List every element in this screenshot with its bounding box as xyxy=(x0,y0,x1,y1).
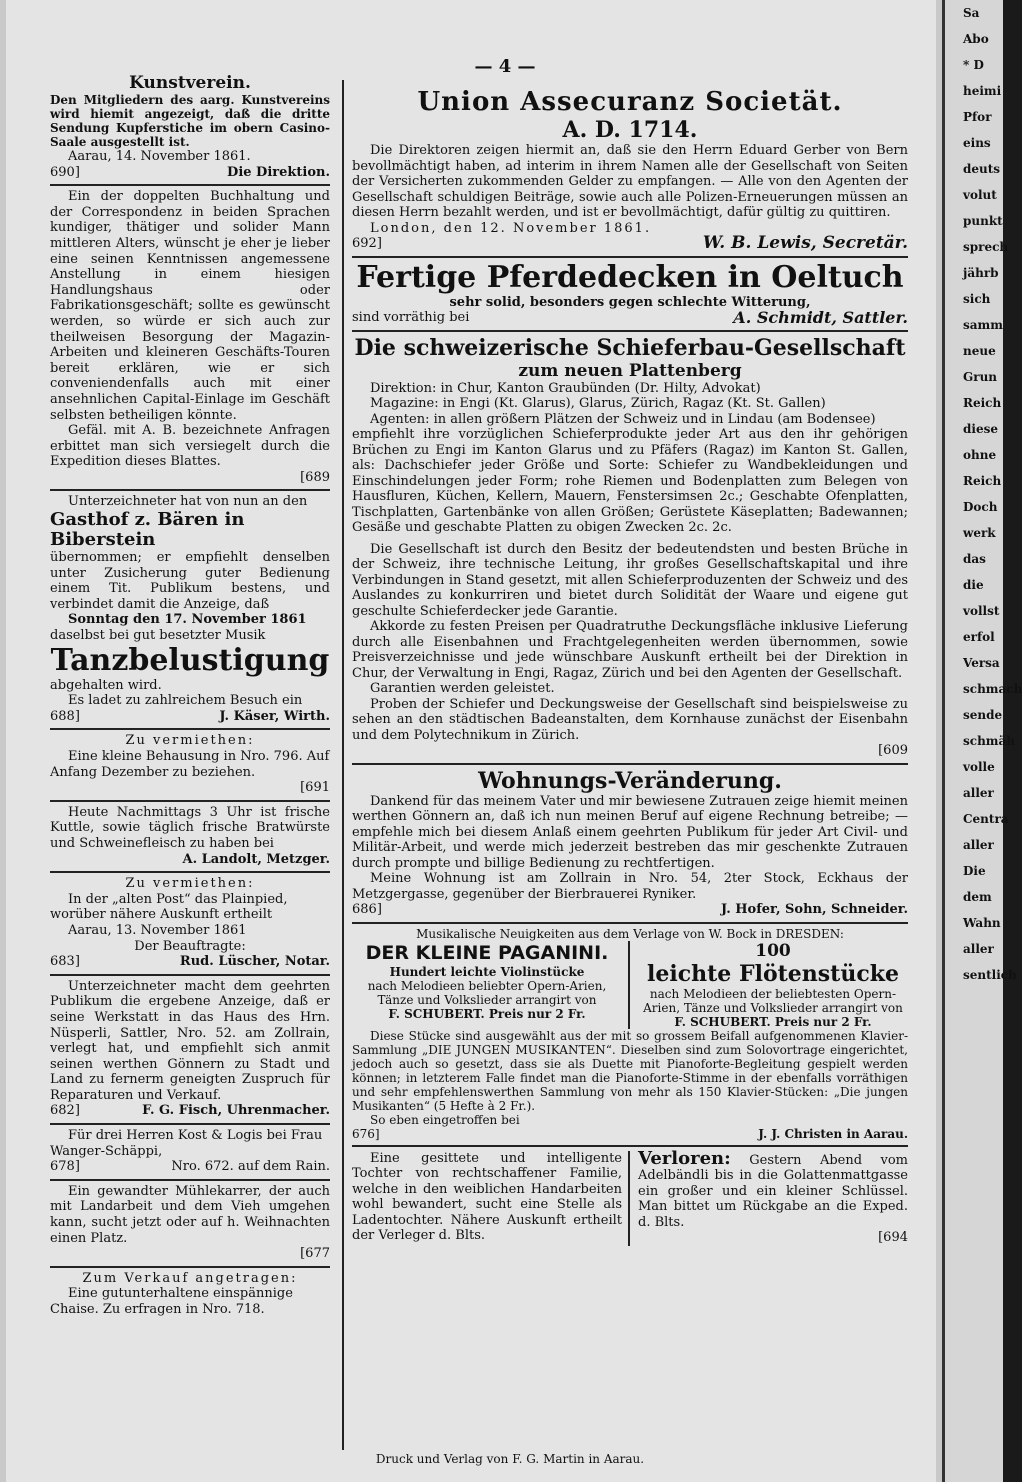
next-page-fragment: volut xyxy=(963,188,997,202)
ad-stellengesuch xyxy=(50,186,330,491)
ad-bottom-row xyxy=(352,1147,908,1246)
next-page-fragments xyxy=(945,0,1022,988)
ad-signature: W. B. Lewis, Secretär. xyxy=(702,233,908,253)
ad-number: [677 xyxy=(300,1246,330,1262)
ad-paragraph-4: Garantien werden geleistet. xyxy=(370,681,555,696)
next-page-fragment: neue xyxy=(963,344,996,358)
ad-body-2: Gefäl. mit A. B. bezeichnete Anfragen erbittet man sich versiegelt durch die Expedition dieses Blattes. xyxy=(50,423,330,470)
ad-muehlekarrer xyxy=(50,1181,330,1268)
next-page-fragment: ohne xyxy=(963,448,997,462)
ad-stock: sind vorräthig bei xyxy=(352,310,470,325)
ad-head: Musikalische Neuigkeiten aus dem Verlage von W. Bock in DRESDEN: xyxy=(416,926,844,941)
ad-signature: J. Hofer, Sohn, Schneider. xyxy=(721,902,908,917)
ad-signature: A. Landolt, Metzger. xyxy=(182,851,330,867)
next-page-fragment: werk xyxy=(963,526,996,540)
ad-title: Zu vermiethen: xyxy=(125,876,255,892)
ad-title: Fertige Pferdedecken in Oeltuch xyxy=(356,259,904,295)
ad-body: Für drei Herren Kost & Logis bei Frau Wanger-Schäppi, xyxy=(50,1128,323,1159)
ad-number: [689 xyxy=(300,469,330,485)
ad-magazine: Magazine: in Engi (Kt. Glarus), Glarus, Zürich, Ragaz (Kt. St. Gallen) xyxy=(370,396,826,411)
paganini-subtitle: Hundert leichte Violinstücke xyxy=(389,964,585,979)
column-divider xyxy=(342,80,344,1450)
ad-paganini xyxy=(352,941,630,1029)
ad-wohnung xyxy=(352,765,908,924)
next-page-fragment: Centra xyxy=(963,812,1009,826)
ad-role: Der Beauftragte: xyxy=(134,938,246,954)
next-page-fragment: heimi xyxy=(963,84,1002,98)
ad-paragraph-2: Die Gesellschaft ist durch den Besitz der bedeutendsten und besten Brüche in der Schweiz, ihre technische Leitung, ihr großes Gesellschaftskapital und ihre Verbindungen in Stand gesetzt, mit allen Schieferproduzenten der Schweiz und des Auslandes zu konkurriren und bietet durch Solidität der Waare und eigene gut geschulte Schieferdecker jede Garantie. xyxy=(352,541,908,619)
next-page-fragment: * D xyxy=(963,58,984,72)
next-page-fragment: Abo xyxy=(963,32,989,46)
ad-body: In der „alten Post“ das Plainpied, worüber nähere Auskunft ertheilt xyxy=(50,891,288,923)
next-page-fragment: aller xyxy=(963,786,994,800)
ad-paragraph-3: Akkorde zu festen Preisen per Quadratruthe Deckungsfläche inklusive Lieferung durch alle Eisenbahnen und Frachtgelegenheiten werden übernommen, sowie Preisverzeichnisse und jede wünschbare Auskunft ertheilt bei der Direktion in Chur, der Verwaltung in Engi, Ragaz, Zürich und bei den Agenten der Gesellschaft. xyxy=(352,619,908,681)
next-page-fragment: Reich xyxy=(963,396,1002,410)
next-page-fragment: dem xyxy=(963,890,992,904)
ad-body: Ein gewandter Mühlekarrer, der auch mit Landarbeit und dem Vieh umgehen kann, sucht jetzt oder auf h. Weihnachten einen Platz. xyxy=(50,1183,330,1246)
ad-body: Gestern Abend vom Adelbändli bis in die Golattenmattgasse ein großer und ein kleiner Schlüssel. Man bittet um Rückgabe an die Exped. d. Blts. xyxy=(638,1152,908,1230)
next-page-fragment: jährb xyxy=(963,266,999,280)
ad-title: Die schweizerische Schieferbau-Gesellschaft xyxy=(354,334,906,361)
ad-vermiethen-1 xyxy=(50,730,330,801)
ad-kunstverein xyxy=(50,70,330,186)
next-page-fragment: Die xyxy=(963,864,986,878)
ad-tochter xyxy=(352,1151,630,1246)
floete-body: nach Melodieen der beliebtesten Opern-Arien, Tänze und Volkslieder arrangirt von xyxy=(643,986,903,1015)
next-page-fragment: sich xyxy=(963,292,991,306)
ad-body: Unterzeichneter macht dem geehrten Publikum die ergebene Anzeige, daß er seine Werkstatt in das Haus des Hrn. Nüsperli, Sattler, Nro. 52. am Zollrain, verlegt hat, und empfiehlt sich anmit seinen werthen Gönnern zu Stadt und Land zu fernerm geneigten Zuspruch für Reparaturen und Verkauf. xyxy=(50,978,330,1103)
next-page-fragment: Versa xyxy=(963,656,1000,670)
ad-signature: A. Schmidt, Sattler. xyxy=(733,308,908,327)
page-number: — 4 — xyxy=(474,56,536,77)
ad-body: Diese Stücke sind ausgewählt aus der mit so grossem Beifall aufgenommenen Klavier-Sammlung „DIE JUNGEN MUSIKANTEN“. Dieselben sind zum Solovortrage eingerichtet, jedoch auch so gesetzt, dass sie als Duette mit Pianoforte-Begleitung gespielt werden können; in letzterem Falle findet man die Pianoforte-Stimme in der ebenfalls vorräthigen und sehr empfehlenswerthen Sammlung von mehr als 150 Klavier-Stücken: „Die jungen Musikanten“ (5 Hefte à 2 Fr.). xyxy=(352,1028,908,1113)
next-page-fragment: Doch xyxy=(963,500,998,514)
ad-arrived: So eben eingetroffen bei xyxy=(370,1112,520,1127)
ad-title: Zum Verkauf angetragen: xyxy=(82,1270,298,1286)
next-page-fragment: eins xyxy=(963,136,991,150)
next-page-fragment: sprech xyxy=(963,240,1009,254)
ad-intro: Unterzeichneter hat von nun an den xyxy=(68,494,308,510)
paganini-body: nach Melodieen beliebter Opern-Arien, Tänze und Volkslieder arrangirt von xyxy=(367,978,607,1007)
ad-name: Gasthof z. Bären in Biberstein xyxy=(50,509,245,551)
ad-pferdedecken xyxy=(352,258,908,332)
ad-signature: Rud. Lüscher, Notar. xyxy=(179,954,330,970)
next-page-fragment: samm xyxy=(963,318,1003,332)
floete-title: leichte Flötenstücke xyxy=(647,960,899,987)
ad-musik-columns xyxy=(352,941,908,1029)
ad-signature: J. J. Christen in Aarau. xyxy=(758,1126,908,1141)
next-page-fragment: deuts xyxy=(963,162,1001,176)
next-page-fragment: punkt xyxy=(963,214,1003,228)
ad-title: Zu vermiethen: xyxy=(125,733,255,749)
ad-number: [609 xyxy=(878,743,908,758)
ad-signature: J. Käser, Wirth. xyxy=(219,708,330,724)
ad-title: Verloren: xyxy=(638,1147,731,1169)
next-page-fragment: das xyxy=(963,552,986,566)
next-page-fragment: vollst xyxy=(963,604,1000,618)
ad-paragraph-2: Meine Wohnung ist am Zollrain in Nro. 54, 2ter Stock, Eckhaus der Metzgergasse, gegenüber der Bierbrauerei Ryniker. xyxy=(352,871,908,902)
ad-body: Eine gesittete und intelligente Tochter von rechtschaffener Familie, welche in den weiblichen Handarbeiten wohl bewandert, sucht eine Stelle als Ladentochter. Nähere Auskunft ertheilt der Verleger d. Blts. xyxy=(352,1150,622,1243)
ad-paragraph-1: Dankend für das meinem Vater und mir bewiesene Zutrauen zeige hiemit meinen werthen Gönnern an, daß ich nun meinen Beruf auf eigene Rechnung betreibe; — empfehle mich bei diesem Anlaß einem geehrten Publikum für jeder Art Civil- und Militär-Arbeit, und werde mich jederzeit bestreben das mir geschenkte Zutrauen durch prompte und billige Bedienung zu rechtfertigen. xyxy=(352,793,908,871)
next-page-fragment: Pfor xyxy=(963,110,992,124)
ad-verloren xyxy=(630,1147,908,1246)
ad-agenten: Agenten: in allen größern Plätzen der Schweiz und in Lindau (am Bodensee) xyxy=(370,411,876,427)
ad-number: 692] xyxy=(352,236,382,251)
next-page-edge xyxy=(942,0,1022,1482)
ad-number: 688] xyxy=(50,708,80,724)
next-page-fragment: erfol xyxy=(963,630,995,644)
next-page-fragment: schmach xyxy=(963,682,1022,696)
next-page-fragment: Grun xyxy=(963,370,998,384)
next-page-fragment: aller xyxy=(963,942,994,956)
ad-body: Die Direktoren zeigen hiermit an, daß sie den Herrn Eduard Gerber von Bern bevollmächtigt haben, ad interim in ihrem Namen alle der Gesellschaft von Seiten der Versicherten zukommenden Gelder zu empfangen. — Alle von den Agenten der Gesellschaft schuldigen Beiträge, sowie auch alle Polizen-Erneuerungen müssen an diesen Herrn bezahlt werden, und ist er bevollmächtigt, dafür gültig zu quittiren. xyxy=(352,143,908,220)
next-page-fragment: die xyxy=(963,578,984,592)
next-page-fragment: aller xyxy=(963,838,994,852)
ad-kost-logis xyxy=(50,1125,330,1181)
ad-date: Sonntag den 17. November 1861 xyxy=(68,612,307,628)
imprint-footer: Druck und Verlag von F. G. Martin in Aarau. xyxy=(375,1452,645,1466)
next-page-fragment: volle xyxy=(963,760,995,774)
ad-vermiethen-2 xyxy=(50,873,330,976)
ad-werkstatt xyxy=(50,976,330,1125)
ad-body: Eine gutunterhaltene einspännige Chaise. Zu erfragen in Nro. 718. xyxy=(50,1286,293,1317)
main-column xyxy=(352,84,908,1246)
ad-signature: Die Direktion. xyxy=(227,164,330,180)
ad-number: 678] xyxy=(50,1159,80,1175)
ad-body: Den Mitgliedern des aarg. Kunstvereins wird hiemit angezeigt, daß die dritte Sendung Kupferstiche im obern Casino-Saale ausgestellt ist. xyxy=(50,93,330,149)
ad-music: daselbst bei gut besetzter Musik xyxy=(50,628,266,644)
ad-number: 686] xyxy=(352,902,382,917)
ad-paragraph-5: Proben der Schiefer und Deckungsweise der Gesellschaft sind beispielsweise zu sehen an den städtischen Badeanstalten, dem Kornhause zunächst der Eisenbahn und dem Polytechnikum in Zürich. xyxy=(352,696,908,743)
ad-body: Eine kleine Behausung in Nro. 796. Auf Anfang Dezember zu beziehen. xyxy=(50,749,330,780)
ad-date: Aarau, 14. November 1861. xyxy=(68,149,251,164)
ad-verkauf xyxy=(50,1268,330,1322)
ad-signature: F. G. Fisch, Uhrenmacher. xyxy=(142,1103,330,1119)
floete-number: 100 xyxy=(755,940,791,961)
next-page-fragment: sende xyxy=(963,708,1003,722)
left-column xyxy=(50,70,330,1322)
ad-year: A. D. 1714. xyxy=(562,117,698,143)
ad-headline: Tanzbelustigung xyxy=(50,642,330,678)
next-page-fragment: Sa xyxy=(963,6,980,20)
ad-title: Union Assecuranz Societät. xyxy=(417,87,843,117)
paganini-title: DER KLEINE PAGANINI. xyxy=(365,941,609,964)
next-page-fragment: Reich xyxy=(963,474,1002,488)
ad-subtitle: sehr solid, besonders gegen schlechte Witterung, xyxy=(449,294,811,310)
ad-title: Wohnungs-Veränderung. xyxy=(478,767,782,794)
ad-union xyxy=(352,84,908,258)
next-page-fragment: schmäh xyxy=(963,734,1015,748)
ad-address: Nro. 672. auf dem Rain. xyxy=(171,1159,330,1175)
ad-title: Kunstverein. xyxy=(129,73,251,93)
next-page-fragment: Wahn xyxy=(963,916,1001,930)
ad-floetenstuecke xyxy=(630,941,908,1029)
ad-number: [691 xyxy=(300,780,330,796)
ad-subtitle: zum neuen Plattenberg xyxy=(518,360,742,381)
ad-date: London, den 12. November 1861. xyxy=(370,220,652,236)
ad-number: [694 xyxy=(878,1230,908,1245)
ad-number: 682] xyxy=(50,1103,80,1119)
next-page-fragment: diese xyxy=(963,422,998,436)
ad-body: Heute Nachmittags 3 Uhr ist frische Kuttle, sowie täglich frische Bratwürste und Schweinefleisch zu haben bei xyxy=(50,804,330,851)
ad-direktion: Direktion: in Chur, Kanton Graubünden (Dr. Hilty, Advokat) xyxy=(370,380,761,396)
ad-schieferbau xyxy=(352,332,908,765)
ad-date: Aarau, 13. November 1861 xyxy=(68,922,247,938)
ad-held: abgehalten wird. xyxy=(50,677,162,693)
ad-musik xyxy=(352,924,908,1147)
ad-body: übernommen; er empfiehlt denselben unter Zusicherung guter Bedienung einem Tit. Publikum bestens, und verbindet damit die Anzeige, daß xyxy=(50,550,330,612)
ad-body: Ein der doppelten Buchhaltung und der Correspondenz in beiden Sprachen kundiger, thätiger und solider Mann mittleren Alters, wünscht je eher je lieber eine seinen Kenntnissen angemessene Anstellung in einem hiesigen Handlungshaus oder Fabrikationsgeschäft; sollte es gewünscht werden, so würde er sich auch zur theilweisen Besorgung der Magazin-Arbeiten und kleineren Geschäfts-Touren bereit erklären, wie er sich conveniendenfalls auch mit einer ansehnlichen Capital-Einlage im Geschäft selbsten betheiligen könnte. xyxy=(50,189,330,423)
ad-kuttle xyxy=(50,802,330,873)
ad-number: 683] xyxy=(50,954,80,970)
ad-number: 690] xyxy=(50,164,80,180)
ad-baeren xyxy=(50,491,330,730)
next-page-fragment: sentlich xyxy=(963,968,1017,982)
ad-number: 676] xyxy=(352,1126,380,1141)
paganini-author: F. SCHUBERT. Preis nur 2 Fr. xyxy=(388,1006,586,1021)
floete-author: F. SCHUBERT. Preis nur 2 Fr. xyxy=(674,1014,872,1029)
ad-invite: Es ladet zu zahlreichem Besuch ein xyxy=(68,693,303,709)
ad-paragraph-1: empfiehlt ihre vorzüglichen Schieferprodukte jeder Art aus den ihr gehörigen Brüchen zu Engi im Kanton Glarus und zu Pfäfers (Ragaz) im Kanton St. Gallen, als: Dachschiefer jeder Größe und Sorte: Schiefer zu Wandbekleidungen und Einschindelungen jeder Form; rohe Riemen und Bodenplatten zum Belegen von Hausfluren, Küchen, Kellern, Mauern, Fenstersimsen 2c.; Geschabte Ofenplatten, Tischplatten, Gartenbänke von allen Größen; Gerüstete Käseplatten; Badewannen; Gesäße und geschabte Platten zu obigen Zwecken 2c. 2c. xyxy=(352,427,908,535)
